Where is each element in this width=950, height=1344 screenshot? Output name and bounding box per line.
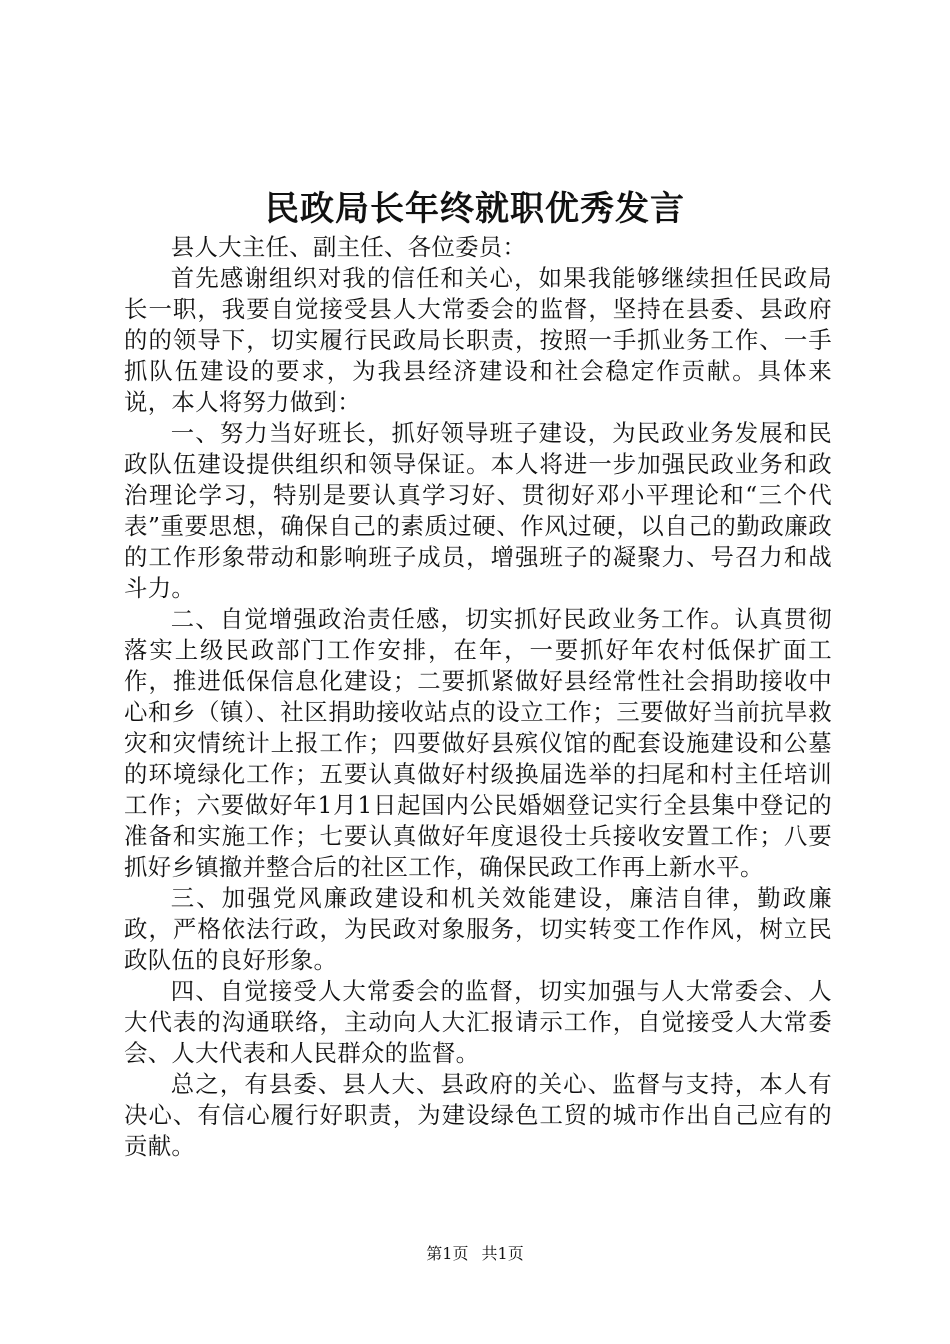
page-number: 第1页 xyxy=(426,1244,469,1263)
paragraph-point-2: 二、自觉增强政治责任感，切实抓好民政业务工作。认真贯彻落实上级民政部门工作安排，在年，一要抓好年农村低保扩面工作，推进低保信息化建设；二要抓紧做好县经常性社会捐助接收中心和乡（镇）、社区捐助接收站点的设立工作；三要做好当前抗旱救灾和灾情统计上报工作；四要做好县殡仪馆的配套设施建设和公墓的环境绿化工作；五要认真做好村级换届选举的扫尾和村主任培训工作；六要做好年1月1日起国内公民婚姻登记实行全县集中登记的准备和实施工作；七要认真做好年度退役士兵接收安置工作；八要抓好乡镇撤并整合后的社区工作，确保民政工作再上新水平。 xyxy=(124,605,832,881)
page-footer xyxy=(0,1243,950,1265)
page-total: 共1页 xyxy=(481,1244,524,1263)
paragraph-intro: 首先感谢组织对我的信任和关心，如果我能够继续担任民政局长一职，我要自觉接受县人大常委会的监督，坚持在县委、县政府的的领导下，切实履行民政局长职责，按照一手抓业务工作、一手抓队伍建设的要求，为我县经济建设和社会稳定作贡献。具体来说，本人将努力做到： xyxy=(124,264,832,416)
paragraph-point-4: 四、自觉接受人大常委会的监督，切实加强与人大常委会、人大代表的沟通联络，主动向人大汇报请示工作，自觉接受人大常委会、人大代表和人民群众的监督。 xyxy=(124,977,832,1067)
paragraph-conclusion: 总之，有县委、县人大、县政府的关心、监督与支持，本人有决心、有信心履行好职责，为建设绿色工贸的城市作出自己应有的贡献。 xyxy=(124,1070,832,1160)
paragraph-point-3: 三、加强党风廉政建设和机关效能建设，廉洁自律，勤政廉政，严格依法行政，为民政对象服务，切实转变工作作风，树立民政队伍的良好形象。 xyxy=(124,884,832,974)
salutation: 县人大主任、副主任、各位委员： xyxy=(170,233,527,261)
paragraph-point-1: 一、努力当好班长，抓好领导班子建设，为民政业务发展和民政队伍建设提供组织和领导保证。本人将进一步加强民政业务和政治理论学习，特别是要认真学习好、贯彻好邓小平理论和“三个代表”重要思想，确保自己的素质过硬、作风过硬，以自己的勤政廉政的工作形象带动和影响班子成员，增强班子的凝聚力、号召力和战斗力。 xyxy=(124,419,832,602)
document-body xyxy=(124,232,832,1162)
document-title: 民政局长年终就职优秀发言 xyxy=(265,189,685,229)
